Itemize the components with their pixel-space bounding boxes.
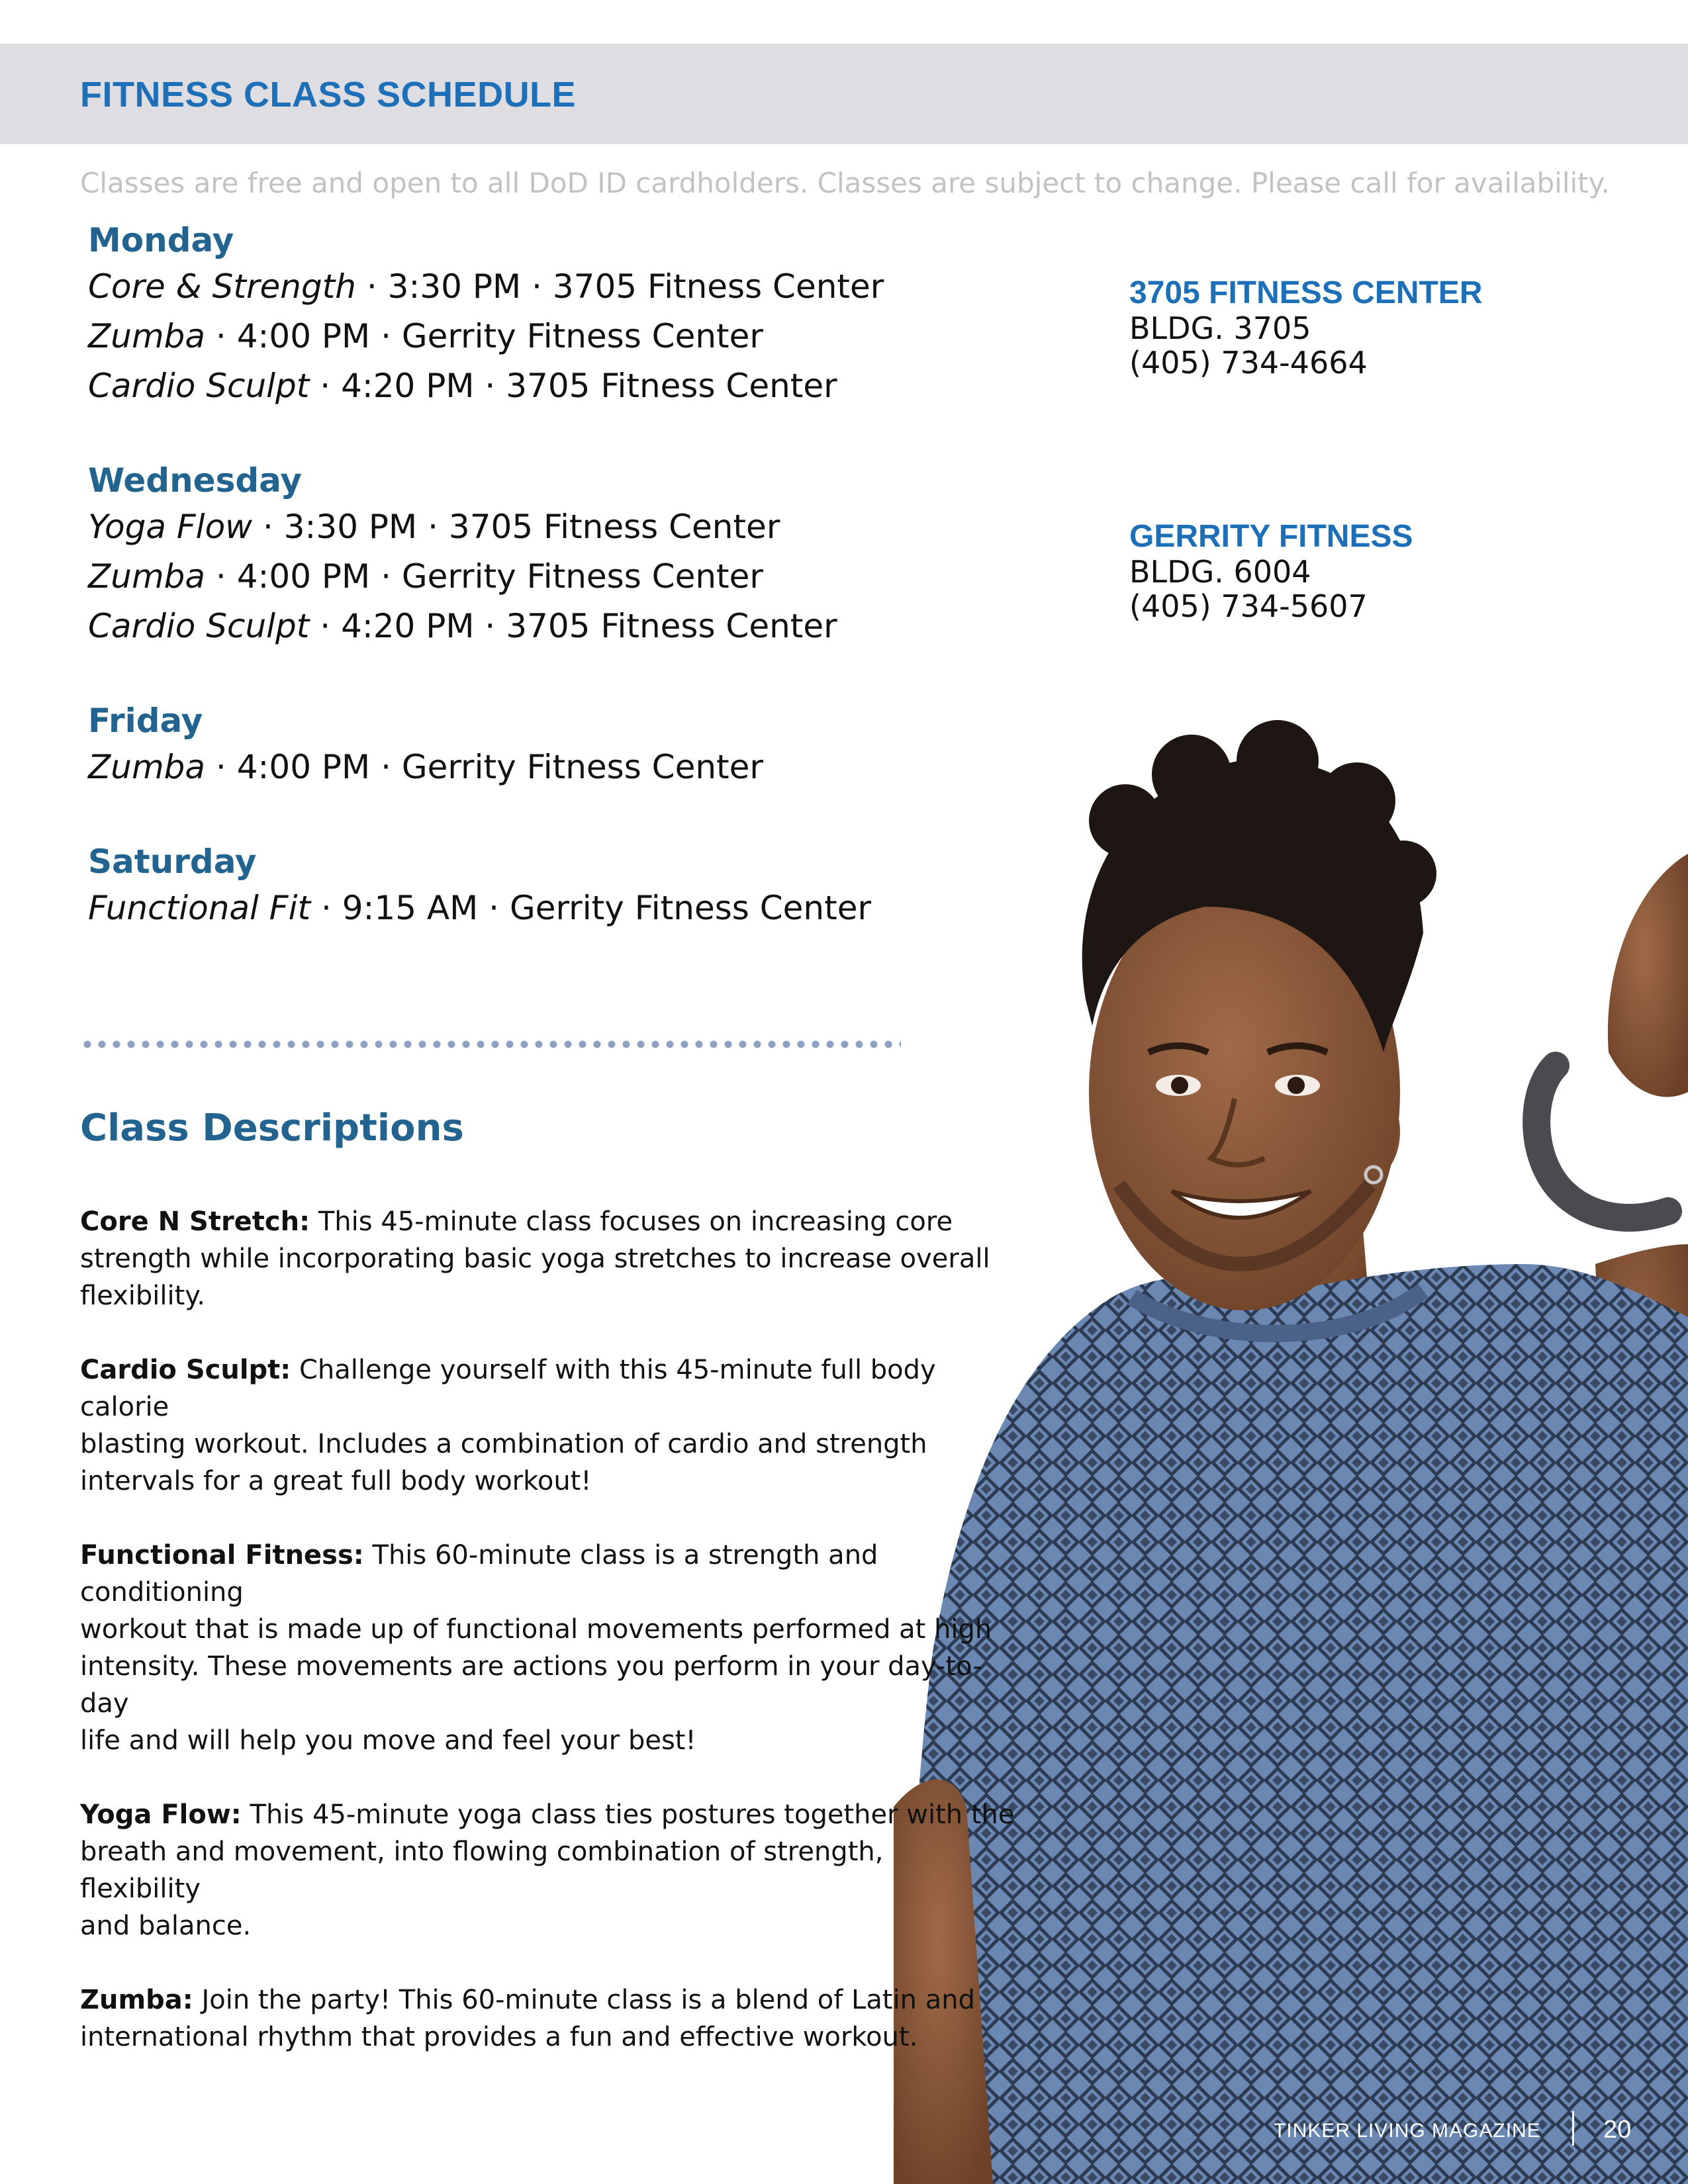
description-line: blasting workout. Includes a combination of cardio and strength — [80, 1429, 927, 1459]
description-yoga-flow — [80, 1796, 1015, 1944]
description-line: flexibility — [80, 1874, 201, 1904]
description-text: This 45-minute yoga class ties postures together with the — [241, 1799, 1015, 1830]
class-location: 3705 Fitness Center — [552, 267, 884, 306]
day-heading: Wednesday — [88, 461, 302, 500]
description-line — [80, 1537, 1007, 1574]
class-name: Cardio Sculpt — [88, 607, 310, 645]
description-line — [80, 1981, 1007, 2019]
class-name: Zumba — [88, 317, 206, 355]
description-line — [80, 1796, 1015, 1833]
description-line — [80, 1351, 1007, 1388]
session-item: Cardio Sculpt · 4:20 PM · 3705 Fitness Center — [88, 367, 837, 405]
description-text: Join the party! This 60-minute class is a blend of Latin and — [193, 1985, 975, 2015]
session-item: Core & Strength · 3:30 PM · 3705 Fitness Center — [88, 267, 884, 306]
session-item: Zumba · 4:00 PM · Gerrity Fitness Center — [88, 317, 763, 355]
description-label: Zumba: — [80, 1985, 193, 2015]
class-name: Core & Strength — [88, 267, 356, 306]
day-wednesday — [88, 459, 1081, 651]
location-name: 3705 FITNESS CENTER — [1129, 275, 1483, 310]
description-line: day — [80, 1688, 129, 1719]
description-line: flexibility. — [80, 1281, 205, 1311]
description-line: intensity. These movements are actions you perform in your day-to- — [80, 1651, 982, 1682]
class-name: Zumba — [88, 748, 206, 786]
description-line: intervals for a great full body workout! — [80, 1466, 592, 1496]
location-3705 — [1129, 275, 1593, 380]
page-number: 20 — [1603, 2116, 1632, 2144]
session-item: Zumba · 4:00 PM · Gerrity Fitness Center — [88, 557, 763, 596]
class-time: 4:00 PM — [236, 317, 371, 355]
description-label: Core N Stretch: — [80, 1206, 310, 1237]
description-line — [80, 1203, 1007, 1240]
description-text: This 60-minute class is a strength and — [363, 1540, 878, 1570]
day-heading: Monday — [88, 221, 234, 259]
class-time: 9:15 AM — [342, 889, 479, 927]
weekly-schedule — [88, 218, 1081, 981]
class-time: 4:00 PM — [236, 748, 371, 786]
class-time: 3:30 PM — [387, 267, 522, 306]
footer-magazine-name: TINKER LIVING MAGAZINE — [1274, 2120, 1541, 2142]
description-line: international rhythm that provides a fun and effective workout. — [80, 2022, 918, 2052]
footer-divider — [1572, 2111, 1574, 2146]
description-text: This 45-minute class focuses on increasing core — [310, 1206, 953, 1237]
intro-text: Classes are free and open to all DoD ID cardholders. Classes are subject to change. Please call for availability. — [80, 167, 1610, 199]
description-line: breath and movement, into flowing combination of strength, — [80, 1837, 884, 1867]
session-item: Cardio Sculpt · 4:20 PM · 3705 Fitness Center — [88, 607, 837, 645]
location-building: BLDG. 3705 — [1129, 310, 1311, 346]
class-time: 4:20 PM — [341, 607, 475, 645]
description-functional-fitness — [80, 1537, 1007, 1759]
class-time: 4:20 PM — [341, 367, 475, 405]
description-line: life and will help you move and feel your best! — [80, 1725, 696, 1756]
session-item: Yoga Flow · 3:30 PM · 3705 Fitness Center — [88, 508, 780, 546]
location-building: BLDG. 6004 — [1129, 554, 1311, 590]
day-friday — [88, 699, 1081, 792]
class-location: Gerrity Fitness Center — [401, 317, 763, 355]
class-name: Yoga Flow — [88, 508, 253, 546]
class-location: 3705 Fitness Center — [448, 508, 780, 546]
description-text: Challenge yourself with this 45-minute full body — [291, 1355, 936, 1385]
class-time: 4:00 PM — [236, 557, 371, 596]
description-line: strength while incorporating basic yoga stretches to increase overall — [80, 1244, 990, 1274]
description-label: Yoga Flow: — [80, 1799, 242, 1830]
class-location: Gerrity Fitness Center — [509, 889, 872, 927]
location-phone: (405) 734-5607 — [1129, 588, 1368, 624]
class-location: Gerrity Fitness Center — [401, 748, 763, 786]
description-label: Functional Fitness: — [80, 1540, 364, 1570]
class-location: Gerrity Fitness Center — [401, 557, 763, 596]
location-name: GERRITY FITNESS — [1129, 519, 1413, 554]
day-heading: Saturday — [88, 842, 257, 881]
location-gerrity — [1129, 519, 1593, 623]
class-location: 3705 Fitness Center — [506, 607, 837, 645]
class-name: Zumba — [88, 557, 206, 596]
class-descriptions — [80, 1203, 1015, 2093]
session-item: Zumba · 4:00 PM · Gerrity Fitness Center — [88, 748, 763, 786]
day-heading: Friday — [88, 702, 203, 740]
location-phone: (405) 734-4664 — [1129, 345, 1368, 381]
session-item: Functional Fit · 9:15 AM · Gerrity Fitness Center — [88, 889, 872, 927]
class-time: 3:30 PM — [283, 508, 418, 546]
dotted-divider — [80, 1037, 901, 1052]
description-line: workout that is made up of functional movements performed at high — [80, 1614, 992, 1645]
description-zumba — [80, 1981, 1007, 2056]
description-line: calorie — [80, 1392, 169, 1422]
description-line: conditioning — [80, 1577, 244, 1608]
description-core-n-stretch — [80, 1203, 1007, 1314]
class-location: 3705 Fitness Center — [506, 367, 837, 405]
description-line: and balance. — [80, 1911, 252, 1941]
day-monday — [88, 218, 1081, 411]
description-cardio-sculpt — [80, 1351, 1007, 1500]
page-title: FITNESS CLASS SCHEDULE — [80, 75, 577, 114]
class-name: Functional Fit — [88, 889, 311, 927]
description-label: Cardio Sculpt: — [80, 1355, 291, 1385]
descriptions-heading: Class Descriptions — [80, 1107, 464, 1150]
day-saturday — [88, 840, 1081, 933]
class-name: Cardio Sculpt — [88, 367, 310, 405]
